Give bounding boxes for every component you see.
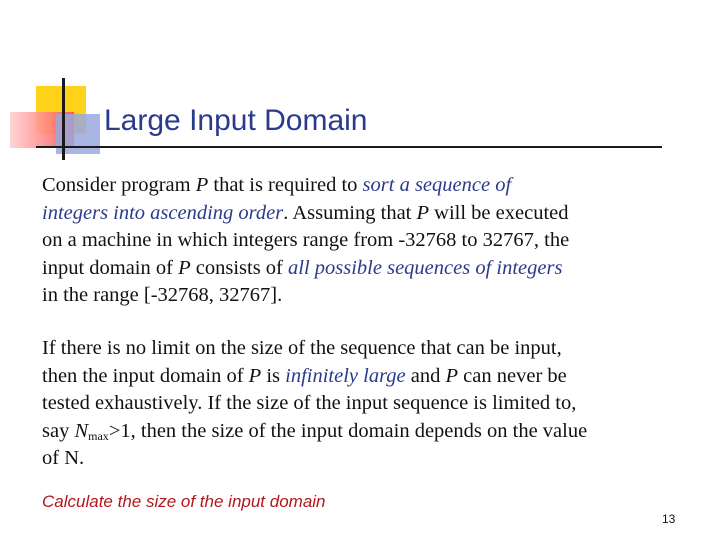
paragraph-1	[42, 172, 569, 310]
text-run: . Assuming that	[283, 201, 417, 224]
text-run: that is required to	[208, 174, 363, 196]
text-run: then the input domain of	[42, 364, 249, 387]
paragraph-2-line-5: of N.	[42, 447, 85, 469]
program-variable: P	[178, 256, 191, 279]
text-run: will be executed	[429, 201, 569, 224]
program-variable: P	[195, 174, 209, 196]
program-variable: P	[416, 201, 430, 224]
paragraph-1-line-2	[42, 200, 569, 228]
text-run: Consider program	[42, 174, 196, 196]
title-underline	[36, 146, 662, 148]
page-number: 13	[662, 512, 676, 526]
subscript-max: max	[88, 428, 109, 443]
paragraph-2-line-2	[42, 363, 587, 391]
paragraph-1-line-5: in the range [-32768, 32767].	[42, 284, 283, 306]
slide-title: Large Input Domain	[104, 104, 368, 137]
text-run: say	[42, 419, 75, 442]
paragraph-1-line-3: on a machine in which integers range from -32768 to 32767, the	[42, 229, 570, 251]
paragraph-2-line-1: If there is no limit on the size of the sequence that can be input,	[42, 337, 562, 359]
highlighted-phrase: integers into ascending order	[42, 201, 284, 224]
highlighted-phrase: all possible sequences of integers	[288, 256, 563, 279]
program-variable: P	[248, 364, 262, 387]
highlighted-phrase: infinitely large	[285, 364, 406, 387]
paragraph-1-line-1	[42, 172, 569, 200]
text-run: can never be	[458, 364, 567, 387]
paragraph-2-line-4	[42, 418, 587, 446]
variable-n: N	[74, 419, 89, 442]
text-run: consists of	[190, 256, 288, 279]
highlighted-phrase: sort a sequence of	[362, 174, 512, 196]
program-variable: P	[445, 364, 459, 387]
text-run: >1, then the size of the input domain depends on the value	[108, 419, 588, 442]
text-run: and	[405, 364, 446, 387]
paragraph-2-line-3: tested exhaustively. If the size of the input sequence is limited to,	[42, 392, 577, 414]
text-run: input domain of	[42, 256, 179, 279]
text-run: is	[261, 364, 286, 387]
paragraph-1-line-4	[42, 255, 569, 283]
paragraph-2	[42, 335, 587, 473]
exercise-note: Calculate the size of the input domain	[42, 492, 326, 511]
